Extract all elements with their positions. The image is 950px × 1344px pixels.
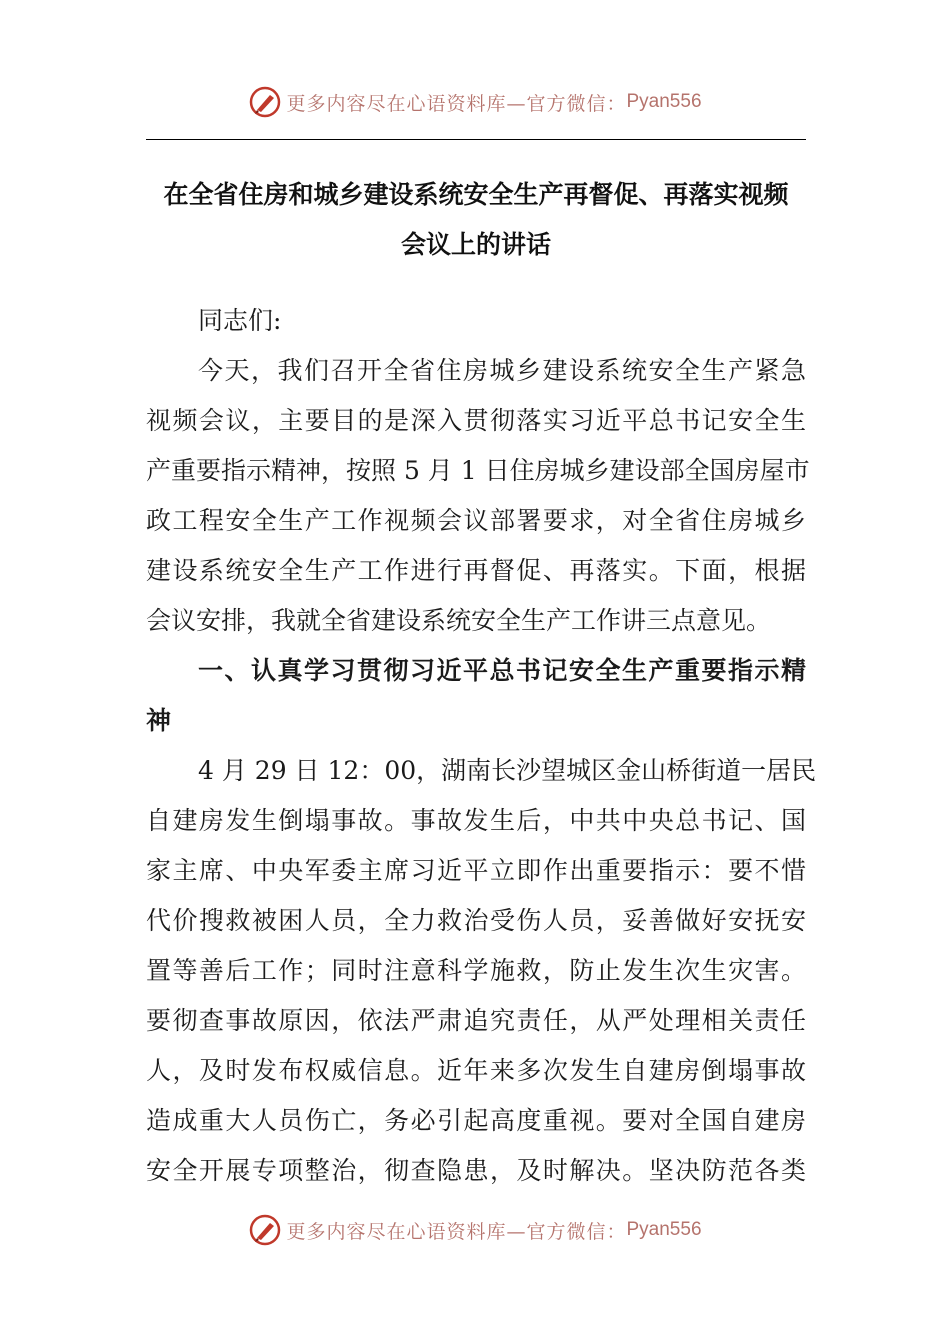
- pen-circle-logo-icon: [248, 1213, 282, 1247]
- paragraph-line: 今天，我们召开全省住房城乡建设系统安全生产紧急: [198, 356, 806, 385]
- paragraph-line: 政工程安全生产工作视频会议部署要求，对全省住房城乡: [146, 506, 806, 535]
- header-divider: [146, 139, 806, 140]
- paragraph-line: 视频会议，主要目的是深入贯彻落实习近平总书记安全生: [146, 406, 806, 435]
- paragraph-line: 建设系统安全生产工作进行再督促、再落实。下面，根据: [146, 556, 806, 585]
- paragraph-line: 造成重大人员伤亡，务必引起高度重视。要对全国自建房: [146, 1106, 806, 1135]
- section-heading: 神: [146, 706, 172, 735]
- salutation: 同志们:: [198, 306, 282, 335]
- paragraph-line: 置等善后工作；同时注意科学施救，防止发生次生灾害。: [146, 956, 806, 985]
- pen-circle-logo-icon: [248, 85, 282, 119]
- watermark-text: 更多内容尽在心语资料库—官方微信：: [286, 92, 627, 115]
- title-line: 在全省住房和城乡建设系统安全生产再督促、再落实视频: [163, 180, 789, 209]
- paragraph-line: 要彻查事故原因，依法严肃追究责任，从严处理相关责任: [146, 1006, 806, 1035]
- paragraph-line: 自建房发生倒塌事故。事故发生后，中共中央总书记、国: [146, 806, 806, 835]
- paragraph-line: 安全开展专项整治，彻查隐患，及时解决。坚决防范各类: [146, 1156, 806, 1185]
- paragraph-line: 会议安排，我就全省建设系统安全生产工作讲三点意见。: [146, 606, 772, 635]
- paragraph-line: 代价搜救被困人员，全力救治受伤人员，妥善做好安抚安: [146, 906, 806, 935]
- paragraph-line: 产重要指示精神，按照 5 月 1 日住房城乡建设部全国房屋市: [146, 456, 810, 485]
- document-body: [146, 296, 817, 1196]
- section-heading: 一、认真学习贯彻习近平总书记安全生产重要指示精: [198, 656, 806, 685]
- title-line: 会议上的讲话: [400, 230, 551, 259]
- paragraph-line: 家主席、中央军委主席习近平立即作出重要指示：要不惜: [146, 856, 806, 885]
- paragraph-line: 4 月 29 日 12：00，湖南长沙望城区金山桥街道一居民: [198, 756, 817, 785]
- footer-watermark: [0, 1210, 950, 1250]
- watermark-wechat-id: Pyan556: [626, 1219, 702, 1240]
- paragraph-line: 人，及时发布权威信息。近年来多次发生自建房倒塌事故: [146, 1056, 806, 1085]
- watermark-wechat-id: Pyan556: [626, 91, 702, 112]
- document-title: [146, 170, 806, 270]
- header-watermark: [0, 82, 950, 122]
- watermark-text: 更多内容尽在心语资料库—官方微信：: [286, 1220, 627, 1243]
